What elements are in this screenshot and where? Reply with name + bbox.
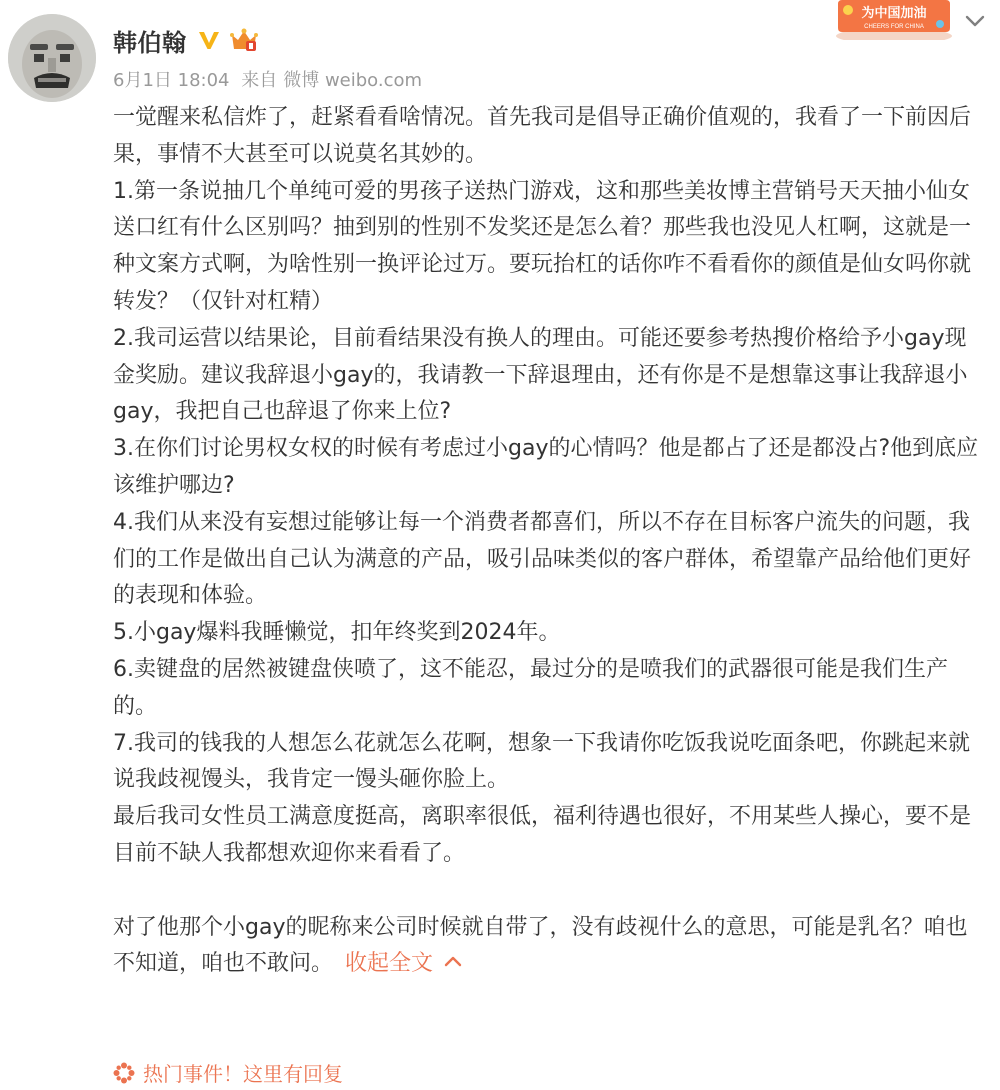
post-paragraph: 最后我司女性员工满意度挺高，离职率很低，福利待遇也很好，不用某些人操心，要不是目前不缺人我都想欢迎你来看看了。 [113,804,972,866]
name-row [113,20,259,60]
badge-subtitle: CHEERS FOR CHINA [864,24,924,30]
source-prefix: 来自 [241,70,278,91]
post-paragraph: 2.我司运营以结果论，目前看结果没有换人的理由。可能还要参考热搜价格给予小gay现金奖励。建议我辞退小gay的，我请教一下辞退理由，还有你是不是想靠这事让我辞退小gay，我把自己也辞退了你来上位? [113,325,968,425]
post-paragraph: 5.小gay爆料我睡懒觉，扣年终奖到2024年。 [113,620,561,646]
final-paragraph-text: 对了他那个小gay的昵称来公司时候就自带了，没有歧视什么的意思，可能是乳名？咱也不知道，咱也不敢问。 [113,914,968,977]
member-crown-icon[interactable] [229,27,259,53]
collapse-button[interactable] [345,951,463,976]
post-timestamp[interactable]: 6月1日 18:04 [113,70,230,91]
hot-event-label[interactable]: 热门事件！这里有回复 [143,1062,343,1086]
post-paragraph: 一觉醒来私信炸了，赶紧看看啥情况。首先我司是倡导正确价值观的，我看了一下前因后果，事情不大甚至可以说莫名其妙的。 [113,105,972,167]
badge-title: 为中国加油 [861,5,927,20]
post-final-paragraph [113,910,985,984]
post-meta [113,66,428,92]
post-body [113,100,985,983]
post-header [113,20,259,60]
paragraph-spacer [113,873,985,910]
cheers-for-china-badge[interactable] [834,0,954,40]
verified-v-icon[interactable] [197,28,221,52]
collapse-label[interactable]: 收起全文 [345,951,434,977]
post-paragraph: 6.卖键盘的居然被键盘侠喷了，这不能忍，最过分的是喷我们的武器很可能是我们生产的。 [113,656,948,719]
avatar-image [8,14,96,102]
hot-event-link[interactable] [113,1058,343,1087]
author-name[interactable]: 韩伯翰 [113,28,187,57]
post-paragraph: 4.我们从来没有妄想过能够让每一个消费者都喜们，所以不存在目标客户流失的问题，我们的工作是做出自己认为满意的产品，吸引品味类似的客户群体，希望靠产品给他们更好的表现和体验。 [113,509,972,609]
post-paragraph: 1.第一条说抽几个单纯可爱的男孩子送热门游戏，这和那些美妆博主营销号天天抽小仙女送口红有什么区别吗？抽到别的性别不发奖还是怎么着？那些我也没见人杠啊，这就是一种文案方式啊，为啥性别一换评论过万。要玩抬杠的话你咋不看看你的颜值是仙女吗你就转发？（仅针对杠精） [113,178,972,314]
post-paragraph: 7.我司的钱我的人想怎么花就怎么花啊，想象一下我请你吃饭我说吃面条吧，你跳起来就说我歧视馒头，我肯定一馒头砸你脸上。 [113,730,970,793]
hot-event-icon [113,1062,135,1084]
post-source[interactable]: 微博 weibo.com [283,70,423,91]
chevron-up-icon[interactable] [443,954,463,968]
chevron-down-icon[interactable] [962,8,988,34]
avatar[interactable] [8,14,96,102]
post-paragraph: 3.在你们讨论男权女权的时候有考虑过小gay的心情吗？他是都占了还是都没占?他到底应该维护哪边? [113,436,979,498]
